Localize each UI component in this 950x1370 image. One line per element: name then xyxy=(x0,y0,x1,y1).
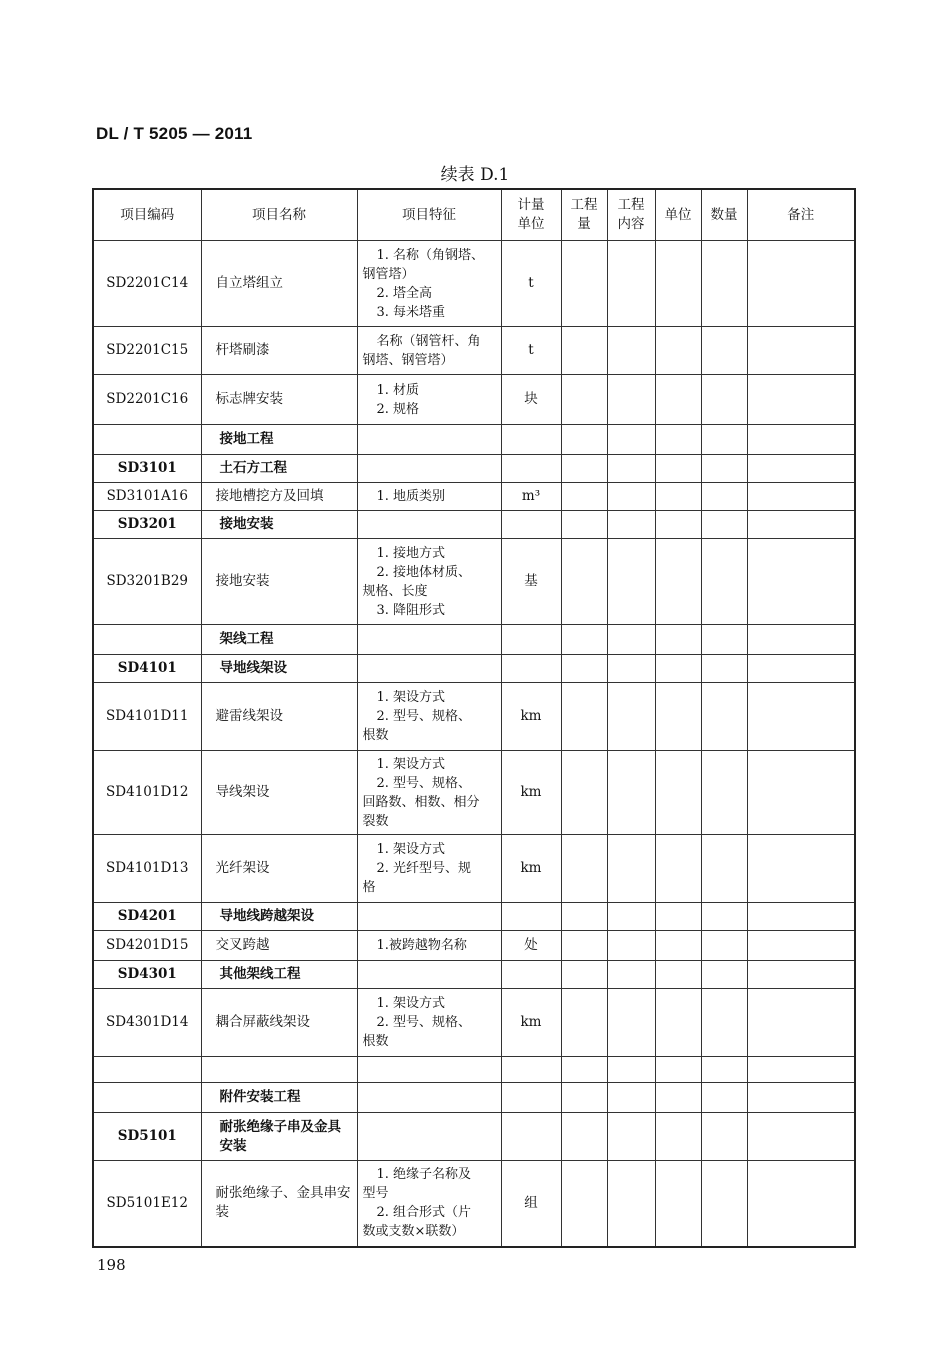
empty-cell xyxy=(561,683,607,751)
empty-cell xyxy=(701,425,747,455)
item-name: 导地线跨越架设 xyxy=(201,903,357,931)
item-name: 土石方工程 xyxy=(201,455,357,483)
item-code: SD4201D15 xyxy=(93,931,201,961)
table-row xyxy=(93,751,855,835)
table-row xyxy=(93,483,855,511)
column-header: 计量 单位 xyxy=(501,189,561,241)
empty-cell xyxy=(561,1057,607,1083)
empty-cell xyxy=(747,1161,855,1247)
item-name: 接地工程 xyxy=(201,425,357,455)
measure-unit: km xyxy=(501,835,561,903)
empty-cell xyxy=(561,835,607,903)
item-features xyxy=(357,1161,501,1247)
measure-unit: km xyxy=(501,751,561,835)
measure-unit xyxy=(501,903,561,931)
measure-unit xyxy=(501,1083,561,1113)
feature-line: 钢塔、钢管塔） xyxy=(362,352,454,368)
item-features xyxy=(357,455,501,483)
empty-cell xyxy=(607,483,655,511)
item-name xyxy=(201,1057,357,1083)
item-code: SD3201B29 xyxy=(93,539,201,625)
item-name: 导地线架设 xyxy=(201,655,357,683)
item-code: SD5101 xyxy=(93,1113,201,1161)
empty-cell xyxy=(747,1083,855,1113)
item-code: SD5101E12 xyxy=(93,1161,201,1247)
empty-cell xyxy=(747,931,855,961)
empty-cell xyxy=(561,455,607,483)
measure-unit: 块 xyxy=(501,375,561,425)
item-code xyxy=(93,625,201,655)
empty-cell xyxy=(747,835,855,903)
item-features xyxy=(357,625,501,655)
measure-unit xyxy=(501,1057,561,1083)
empty-cell xyxy=(607,931,655,961)
measure-unit xyxy=(501,511,561,539)
feature-line: 1. 地质类别 xyxy=(376,489,446,504)
table-row xyxy=(93,511,855,539)
item-features xyxy=(357,511,501,539)
empty-cell xyxy=(561,425,607,455)
item-features xyxy=(357,539,501,625)
table-row xyxy=(93,1161,855,1247)
empty-cell xyxy=(701,1083,747,1113)
empty-cell xyxy=(655,751,701,835)
empty-cell xyxy=(747,751,855,835)
item-name: 自立塔组立 xyxy=(201,241,357,327)
empty-cell xyxy=(701,903,747,931)
table-row xyxy=(93,1083,855,1113)
item-name: 接地槽挖方及回填 xyxy=(201,483,357,511)
item-name: 接地安装 xyxy=(201,539,357,625)
measure-unit xyxy=(501,1113,561,1161)
page-number: 198 xyxy=(97,1256,126,1274)
item-name: 交叉跨越 xyxy=(201,931,357,961)
feature-line: 根数 xyxy=(362,728,389,743)
empty-cell xyxy=(561,1113,607,1161)
empty-cell xyxy=(747,655,855,683)
empty-cell xyxy=(607,539,655,625)
item-code: SD2201C14 xyxy=(93,241,201,327)
column-header: 项目名称 xyxy=(201,189,357,241)
item-features xyxy=(357,327,501,375)
empty-cell xyxy=(747,625,855,655)
empty-cell xyxy=(561,961,607,989)
measure-unit: t xyxy=(501,327,561,375)
item-features xyxy=(357,483,501,511)
item-code xyxy=(93,1057,201,1083)
empty-cell xyxy=(655,375,701,425)
table-row xyxy=(93,327,855,375)
item-features xyxy=(357,835,501,903)
empty-cell xyxy=(655,655,701,683)
table-row xyxy=(93,655,855,683)
empty-cell xyxy=(607,835,655,903)
measure-unit: km xyxy=(501,989,561,1057)
empty-cell xyxy=(701,625,747,655)
item-features xyxy=(357,425,501,455)
empty-cell xyxy=(655,455,701,483)
item-features xyxy=(357,903,501,931)
measure-unit xyxy=(501,655,561,683)
empty-cell xyxy=(655,1057,701,1083)
item-code: SD3101 xyxy=(93,455,201,483)
empty-cell xyxy=(655,1161,701,1247)
feature-line: 1. 绝缘子名称及 xyxy=(376,1167,472,1183)
empty-cell xyxy=(561,751,607,835)
item-features xyxy=(357,961,501,989)
empty-cell xyxy=(701,1113,747,1161)
empty-cell xyxy=(607,961,655,989)
item-code: SD4101D11 xyxy=(93,683,201,751)
item-code xyxy=(93,425,201,455)
empty-cell xyxy=(701,961,747,989)
measure-unit xyxy=(501,425,561,455)
empty-cell xyxy=(607,1057,655,1083)
item-features xyxy=(357,241,501,327)
table-caption: 续表 D.1 xyxy=(440,165,510,185)
item-code: SD4201 xyxy=(93,903,201,931)
item-code: SD2201C16 xyxy=(93,375,201,425)
measure-unit: t xyxy=(501,241,561,327)
empty-cell xyxy=(701,655,747,683)
item-name: 架线工程 xyxy=(201,625,357,655)
empty-cell xyxy=(655,961,701,989)
measure-unit: km xyxy=(501,683,561,751)
empty-cell xyxy=(655,539,701,625)
empty-cell xyxy=(655,625,701,655)
feature-line: 1.被跨越物名称 xyxy=(376,938,467,953)
column-header: 备注 xyxy=(747,189,855,241)
feature-line: 钢管塔） xyxy=(362,266,415,282)
measure-unit xyxy=(501,455,561,483)
item-features xyxy=(357,375,501,425)
table-row xyxy=(93,931,855,961)
empty-cell xyxy=(747,683,855,751)
item-features xyxy=(357,931,501,961)
empty-cell xyxy=(655,835,701,903)
empty-cell xyxy=(701,511,747,539)
empty-cell xyxy=(747,241,855,327)
item-code: SD3101A16 xyxy=(93,483,201,511)
feature-line: 回路数、相数、相分 xyxy=(362,794,480,810)
empty-cell xyxy=(655,511,701,539)
empty-cell xyxy=(701,327,747,375)
item-code: SD4101 xyxy=(93,655,201,683)
empty-cell xyxy=(747,1113,855,1161)
empty-cell xyxy=(655,327,701,375)
column-header: 工程 内容 xyxy=(607,189,655,241)
empty-cell xyxy=(655,683,701,751)
empty-cell xyxy=(607,751,655,835)
empty-cell xyxy=(701,455,747,483)
feature-line: 名称（钢管杆、角 xyxy=(376,333,481,349)
empty-cell xyxy=(655,1083,701,1113)
feature-line: 3. 降阻形式 xyxy=(376,602,446,618)
empty-cell xyxy=(655,425,701,455)
feature-line: 1. 材质 xyxy=(376,382,420,398)
empty-cell xyxy=(747,425,855,455)
empty-cell xyxy=(701,835,747,903)
empty-cell xyxy=(747,989,855,1057)
table-row xyxy=(93,989,855,1057)
feature-line: 2. 型号、规格、 xyxy=(376,709,472,724)
feature-line: 2. 光纤型号、规 xyxy=(376,861,472,876)
column-header: 数量 xyxy=(701,189,747,241)
item-features xyxy=(357,751,501,835)
empty-cell xyxy=(561,483,607,511)
empty-cell xyxy=(701,989,747,1057)
empty-cell xyxy=(701,241,747,327)
feature-line: 规格、长度 xyxy=(362,583,428,599)
item-code: SD4301D14 xyxy=(93,989,201,1057)
empty-cell xyxy=(607,655,655,683)
empty-cell xyxy=(701,683,747,751)
table-row xyxy=(93,539,855,625)
empty-cell xyxy=(655,483,701,511)
empty-cell xyxy=(561,625,607,655)
empty-cell xyxy=(607,425,655,455)
item-code: SD4101D13 xyxy=(93,835,201,903)
empty-cell xyxy=(607,375,655,425)
feature-line: 1. 架设方式 xyxy=(376,842,446,857)
empty-cell xyxy=(561,539,607,625)
feature-line: 2. 型号、规格、 xyxy=(376,775,472,791)
item-name: 标志牌安装 xyxy=(201,375,357,425)
feature-line: 1. 架设方式 xyxy=(376,690,446,705)
item-features xyxy=(357,1113,501,1161)
feature-line: 1. 架设方式 xyxy=(376,996,446,1011)
feature-line: 1. 接地方式 xyxy=(376,545,446,561)
empty-cell xyxy=(607,511,655,539)
table-row xyxy=(93,241,855,327)
empty-cell xyxy=(607,327,655,375)
item-name: 耐张绝缘子、金具串安装 xyxy=(201,1161,357,1247)
item-name: 导线架设 xyxy=(201,751,357,835)
table-row xyxy=(93,625,855,655)
feature-line: 3. 每米塔重 xyxy=(376,304,446,320)
table-row xyxy=(93,835,855,903)
table-row xyxy=(93,1113,855,1161)
empty-cell xyxy=(701,1161,747,1247)
standard-code: DL / T 5205 — 2011 xyxy=(96,124,253,143)
feature-line: 格 xyxy=(362,880,376,895)
item-code: SD3201 xyxy=(93,511,201,539)
empty-cell xyxy=(561,931,607,961)
feature-line: 数或支数×联数） xyxy=(362,1224,465,1240)
empty-cell xyxy=(607,241,655,327)
item-code: SD2201C15 xyxy=(93,327,201,375)
column-header: 工程 量 xyxy=(561,189,607,241)
table-row xyxy=(93,961,855,989)
table-row xyxy=(93,425,855,455)
empty-cell xyxy=(747,903,855,931)
empty-cell xyxy=(561,327,607,375)
empty-cell xyxy=(747,455,855,483)
feature-line: 2. 型号、规格、 xyxy=(376,1015,472,1030)
item-code xyxy=(93,1083,201,1113)
column-header: 项目编码 xyxy=(93,189,201,241)
feature-line: 裂数 xyxy=(362,813,389,829)
empty-cell xyxy=(561,375,607,425)
empty-cell xyxy=(747,375,855,425)
item-name: 耦合屏蔽线架设 xyxy=(201,989,357,1057)
empty-cell xyxy=(561,655,607,683)
empty-cell xyxy=(655,241,701,327)
item-name: 杆塔刷漆 xyxy=(201,327,357,375)
feature-line: 1. 名称（角钢塔、 xyxy=(376,247,485,263)
empty-cell xyxy=(701,1057,747,1083)
measure-unit: m³ xyxy=(501,483,561,511)
empty-cell xyxy=(607,903,655,931)
item-code: SD4101D12 xyxy=(93,751,201,835)
empty-cell xyxy=(607,989,655,1057)
measure-unit: 基 xyxy=(501,539,561,625)
empty-cell xyxy=(655,1113,701,1161)
column-header: 项目特征 xyxy=(357,189,501,241)
empty-cell xyxy=(561,903,607,931)
empty-cell xyxy=(747,483,855,511)
empty-cell xyxy=(655,931,701,961)
empty-cell xyxy=(655,989,701,1057)
empty-cell xyxy=(561,1083,607,1113)
empty-cell xyxy=(701,375,747,425)
measure-unit: 处 xyxy=(501,931,561,961)
table-row xyxy=(93,903,855,931)
feature-line: 2. 规格 xyxy=(376,401,420,417)
feature-line: 2. 组合形式（片 xyxy=(376,1205,472,1221)
item-features xyxy=(357,989,501,1057)
empty-cell xyxy=(561,989,607,1057)
table-body xyxy=(93,241,855,1247)
feature-line: 2. 接地体材质、 xyxy=(376,564,472,580)
bill-of-quantities-table xyxy=(92,188,856,1248)
empty-cell xyxy=(747,961,855,989)
feature-line: 2. 塔全高 xyxy=(376,285,433,301)
empty-cell xyxy=(747,511,855,539)
item-name: 光纤架设 xyxy=(201,835,357,903)
empty-cell xyxy=(655,903,701,931)
empty-cell xyxy=(561,511,607,539)
empty-cell xyxy=(561,1161,607,1247)
table-row xyxy=(93,375,855,425)
item-code: SD4301 xyxy=(93,961,201,989)
measure-unit: 组 xyxy=(501,1161,561,1247)
table-header-row xyxy=(93,189,855,241)
empty-cell xyxy=(607,683,655,751)
feature-line: 1. 架设方式 xyxy=(376,756,446,772)
item-features xyxy=(357,1057,501,1083)
item-features xyxy=(357,1083,501,1113)
item-features xyxy=(357,655,501,683)
empty-cell xyxy=(607,625,655,655)
empty-cell xyxy=(607,1083,655,1113)
empty-cell xyxy=(747,1057,855,1083)
empty-cell xyxy=(607,455,655,483)
table-row xyxy=(93,683,855,751)
empty-cell xyxy=(701,931,747,961)
item-name: 耐张绝缘子串及金具安装 xyxy=(201,1113,357,1161)
empty-cell xyxy=(607,1161,655,1247)
item-name: 附件安装工程 xyxy=(201,1083,357,1113)
empty-cell xyxy=(747,539,855,625)
item-name: 接地安装 xyxy=(201,511,357,539)
empty-cell xyxy=(607,1113,655,1161)
item-name: 其他架线工程 xyxy=(201,961,357,989)
empty-cell xyxy=(701,539,747,625)
item-features xyxy=(357,683,501,751)
empty-cell xyxy=(701,483,747,511)
item-name: 避雷线架设 xyxy=(201,683,357,751)
feature-line: 型号 xyxy=(362,1186,389,1202)
column-header: 单位 xyxy=(655,189,701,241)
measure-unit xyxy=(501,961,561,989)
table-row xyxy=(93,1057,855,1083)
table-row xyxy=(93,455,855,483)
empty-cell xyxy=(561,241,607,327)
feature-line: 根数 xyxy=(362,1034,389,1049)
measure-unit xyxy=(501,625,561,655)
empty-cell xyxy=(747,327,855,375)
empty-cell xyxy=(701,751,747,835)
